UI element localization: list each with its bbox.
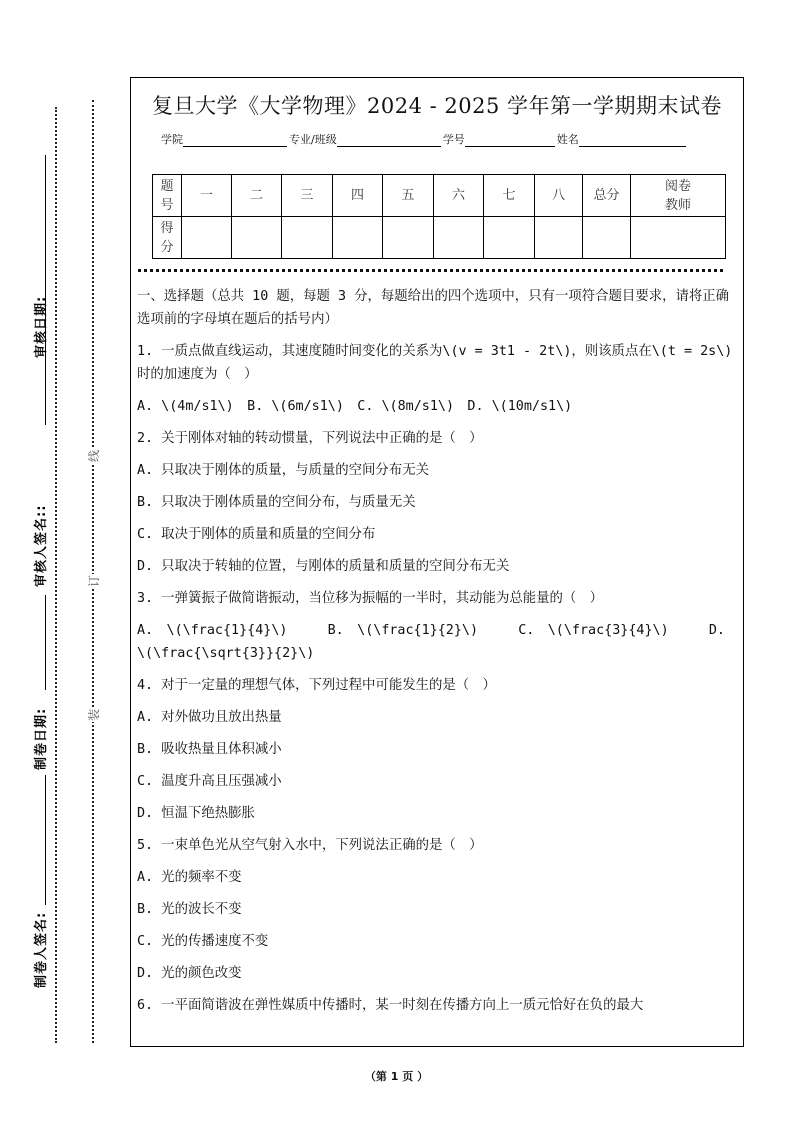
question-4-option-b: B. 吸收热量且体积减小 [137, 742, 282, 757]
column-header: 二 [232, 175, 282, 217]
student-id-label: 学号 [442, 133, 465, 146]
question-4-option-c: C. 温度升高且压强减小 [137, 774, 282, 789]
score-cell-grader[interactable] [631, 217, 726, 259]
column-header-grader: 阅卷 教师 [631, 175, 726, 217]
question-3-options: A. \(\frac{1}{4}\) B. \(\frac{1}{2}\) C. \(\frac{3}{4}\) D. \(\frac{\sqrt{3}}{2}\) [137, 623, 725, 661]
name-label: 姓名 [556, 133, 579, 146]
reviewer-signature-label: 审核人签名:: [34, 504, 49, 587]
compiler-signature-label: 制卷人签名: [34, 911, 49, 988]
column-header: 八 [535, 175, 583, 217]
question-2-option-c: C. 取决于刚体的质量和质量的空间分布 [137, 527, 376, 542]
question-5-option-a: A. 光的频率不变 [137, 870, 242, 885]
question-5-option-b: B. 光的波长不变 [137, 902, 242, 917]
college-field[interactable] [183, 132, 287, 147]
exam-frame [130, 77, 744, 1047]
review-date-label: 审核日期: [34, 295, 49, 358]
question-3-stem: 3. 一弹簧振子做简谐振动，当位移为振幅的一半时，其动能为总能量的（ ） [137, 591, 604, 606]
student-info-row [161, 131, 688, 147]
column-header: 六 [434, 175, 484, 217]
score-row [153, 217, 726, 259]
score-cell[interactable] [484, 217, 535, 259]
question-2-option-d: D. 只取决于转轴的位置，与刚体的质量和质量的空间分布无关 [137, 559, 510, 574]
name-field[interactable] [579, 132, 686, 147]
score-cell[interactable] [383, 217, 434, 259]
question-2-option-b: B. 只取决于刚体质量的空间分布，与质量无关 [137, 495, 416, 510]
question-5-stem: 5. 一束单色光从空气射入水中，下列说法正确的是（ ） [137, 838, 483, 853]
question-2-stem: 2. 关于刚体对轴的转动惯量，下列说法中正确的是（ ） [137, 431, 483, 446]
score-cell[interactable] [333, 217, 383, 259]
section-heading: 一、选择题（总共 10 题，每题 3 分，每题给出的四个选项中，只有一项符合题目要求，请将正确选项前的字母填在题后的括号内） [137, 289, 730, 327]
cut-mark-line: 线 [87, 449, 101, 462]
question-4-option-a: A. 对外做功且放出热量 [137, 710, 282, 725]
row-header-question-number: 题 号 [153, 175, 182, 217]
score-cell-total[interactable] [583, 217, 631, 259]
outer-dotted-line [55, 107, 57, 1043]
column-header: 五 [383, 175, 434, 217]
column-header-total: 总分 [583, 175, 631, 217]
page-number: （第 1 页 ） [364, 1070, 429, 1083]
question-1-options: A. \(4m/s1\) B. \(6m/s1\) C. \(8m/s1\) D. \(10m/s1\) [137, 399, 573, 414]
question-5-option-d: D. 光的颜色改变 [137, 966, 242, 981]
separator-dotted-line [138, 269, 723, 272]
question-body [137, 285, 741, 1017]
score-cell[interactable] [232, 217, 282, 259]
score-cell[interactable] [434, 217, 484, 259]
inner-dotted-line [92, 100, 94, 1043]
signature-line [45, 155, 46, 425]
college-label: 学院 [161, 133, 183, 146]
exam-title: 复旦大学《大学物理》2024 - 2025 学年第一学期期末试卷 [151, 94, 722, 118]
row-header-score: 得 分 [153, 217, 182, 259]
cut-mark-bind: 订 [87, 574, 101, 587]
major-class-field[interactable] [337, 132, 441, 147]
column-header: 四 [333, 175, 383, 217]
cut-mark-install: 装 [87, 708, 101, 721]
score-cell[interactable] [535, 217, 583, 259]
score-cell[interactable] [182, 217, 232, 259]
question-2-option-a: A. 只取决于刚体的质量，与质量的空间分布无关 [137, 463, 429, 478]
signature-line [45, 775, 46, 905]
score-cell[interactable] [282, 217, 333, 259]
score-table [152, 174, 726, 259]
question-4-stem: 4. 对于一定量的理想气体，下列过程中可能发生的是（ ） [137, 678, 496, 693]
student-id-field[interactable] [465, 132, 555, 147]
question-6-stem: 6. 一平面简谐波在弹性媒质中传播时，某一时刻在传播方向上一质元恰好在负的最大 [137, 998, 644, 1013]
signature-line [45, 595, 46, 690]
column-header: 三 [282, 175, 333, 217]
column-header: 一 [182, 175, 232, 217]
column-header: 七 [484, 175, 535, 217]
question-5-option-c: C. 光的传播速度不变 [137, 934, 269, 949]
major-class-label: 专业/班级 [289, 133, 337, 146]
question-1-stem: 1. 一质点做直线运动，其速度随时间变化的关系为\(v = 3t1 - 2t\)，则该质点在\(t = 2s\)时的加速度为（ ） [137, 344, 733, 382]
question-4-option-d: D. 恒温下绝热膨胀 [137, 806, 255, 821]
question-number-row [153, 175, 726, 217]
compile-date-label: 制卷日期: [34, 707, 49, 770]
